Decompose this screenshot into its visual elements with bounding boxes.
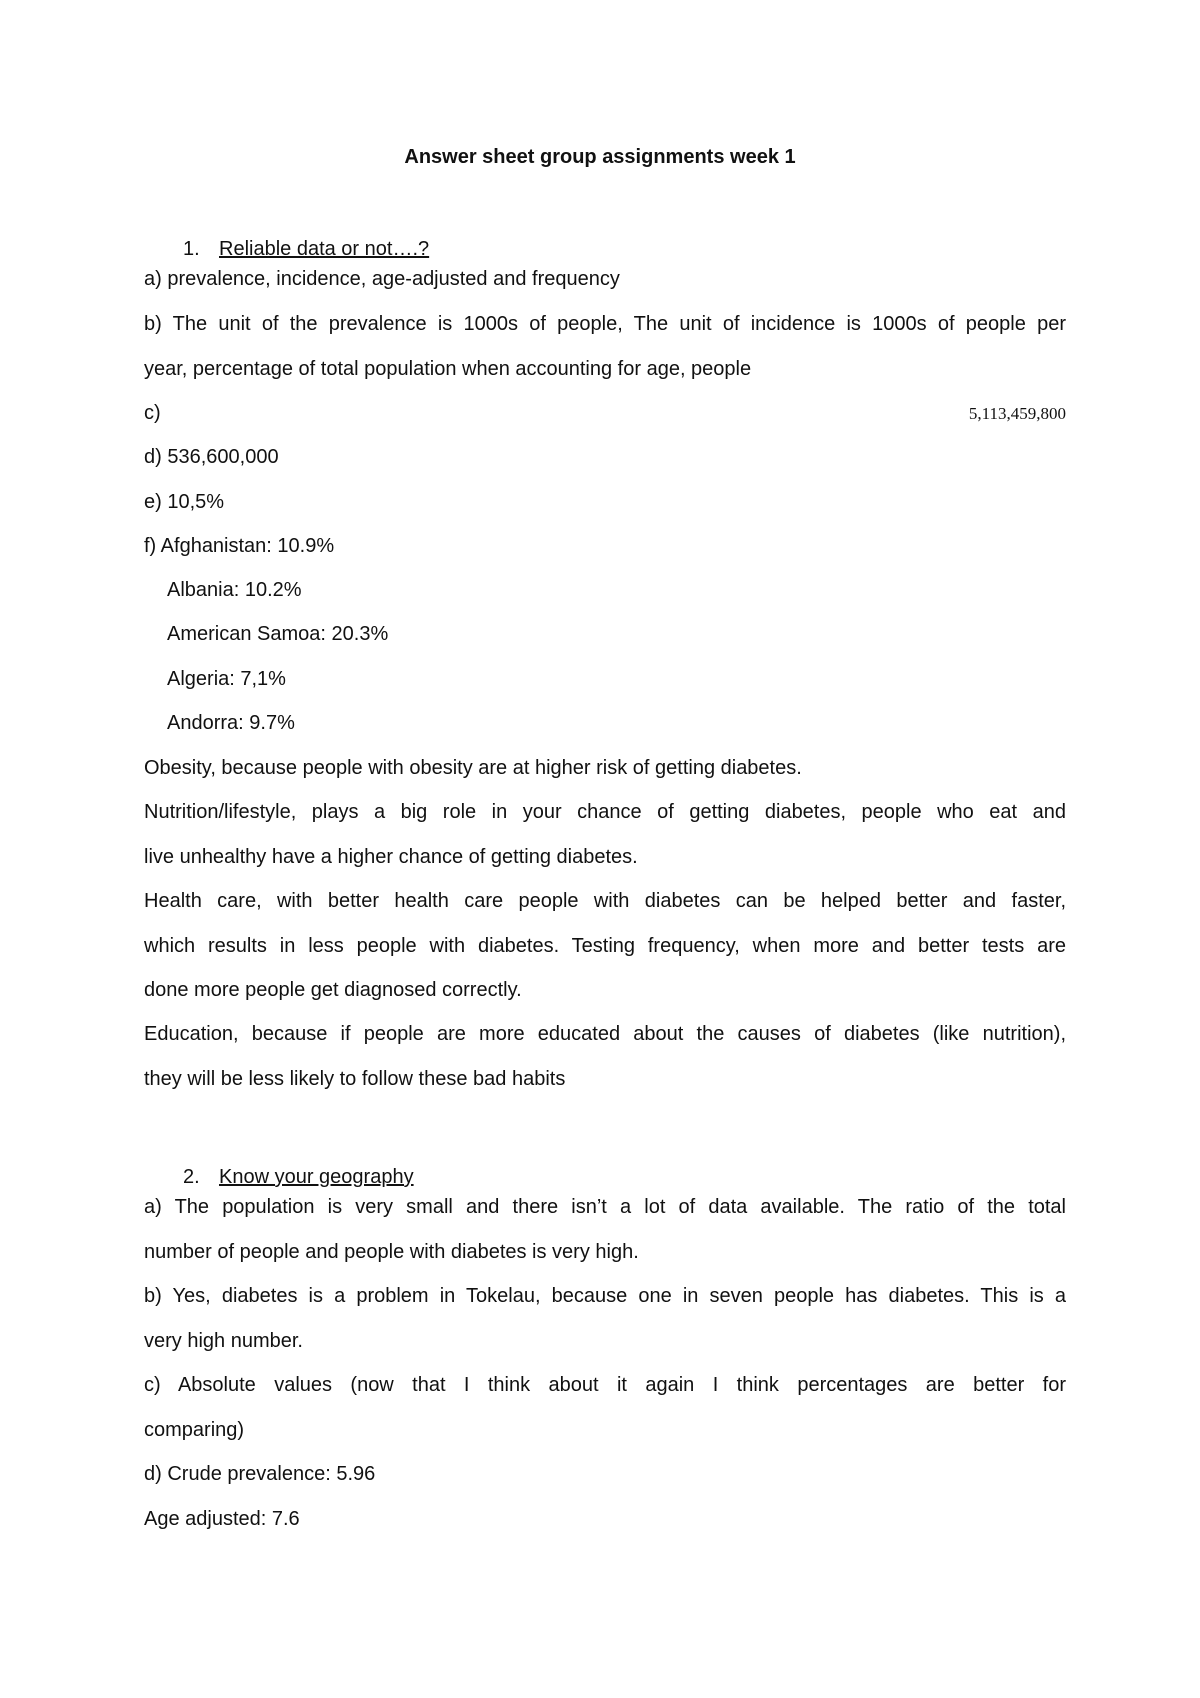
answer-1f: f) Afghanistan: 10.9% <box>144 535 335 557</box>
answer-2b-line2: very high number. <box>144 1330 303 1352</box>
country-albania: Albania: 10.2% <box>167 579 302 601</box>
answer-1b-line1: b) The unit of the prevalence is 1000s of people, The unit of incidence is 1000s of people per <box>144 313 1066 335</box>
factor-nutrition-line2: live unhealthy have a higher chance of getting diabetes. <box>144 846 638 868</box>
answer-1c-value: 5,113,459,800 <box>968 404 1066 423</box>
answer-1e: e) 10,5% <box>144 491 225 513</box>
answer-2b-line1: b) Yes, diabetes is a problem in Tokelau, because one in seven people has diabetes. This is a <box>144 1285 1066 1307</box>
country-american-samoa: American Samoa: 20.3% <box>167 623 389 645</box>
page-title: Answer sheet group assignments week 1 <box>404 146 796 168</box>
factor-nutrition-line1: Nutrition/lifestyle, plays a big role in your chance of getting diabetes, people who eat and <box>144 801 1066 823</box>
answer-2d-age-adjusted: Age adjusted: 7.6 <box>144 1508 300 1530</box>
answer-1d: d) 536,600,000 <box>144 446 279 468</box>
factor-obesity: Obesity, because people with obesity are at higher risk of getting diabetes. <box>144 757 802 779</box>
factor-health-line1: Health care, with better health care people with diabetes can be helped better and faster, <box>144 890 1066 912</box>
factor-health-line2: which results in less people with diabetes. Testing frequency, when more and better tests are <box>144 935 1066 957</box>
country-algeria: Algeria: 7,1% <box>167 668 286 690</box>
answer-1b-line2: year, percentage of total population when accounting for age, people <box>144 358 752 380</box>
answer-2a-line2: number of people and people with diabetes is very high. <box>144 1241 639 1263</box>
factor-health-line3: done more people get diagnosed correctly. <box>144 979 522 1001</box>
answer-1c-label: c) <box>144 402 161 424</box>
factor-education-line2: they will be less likely to follow these bad habits <box>144 1068 566 1090</box>
answer-2c-line1: c) Absolute values (now that I think about it again I think percentages are better for <box>144 1374 1066 1396</box>
section-2-heading: Know your geography <box>219 1166 414 1188</box>
country-andorra: Andorra: 9.7% <box>167 712 295 734</box>
factor-education-line1: Education, because if people are more educated about the causes of diabetes (like nutrition), <box>144 1023 1066 1045</box>
section-1-heading: Reliable data or not….? <box>219 238 430 260</box>
answer-1a: a) prevalence, incidence, age-adjusted and frequency <box>144 268 620 290</box>
section-1-number: 1. <box>183 238 200 260</box>
section-2-number: 2. <box>183 1166 200 1188</box>
answer-2a-line1: a) The population is very small and there isn’t a lot of data available. The ratio of the total <box>144 1196 1066 1218</box>
answer-2d: d) Crude prevalence: 5.96 <box>144 1463 376 1485</box>
answer-2c-line2: comparing) <box>144 1419 245 1441</box>
